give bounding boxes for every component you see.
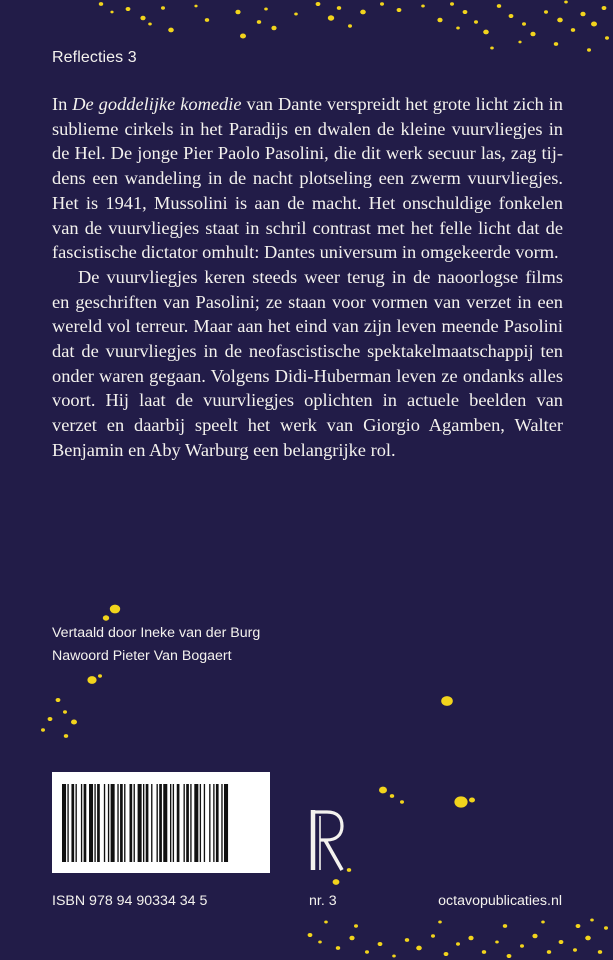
firefly-dot	[316, 2, 321, 6]
firefly-dot	[490, 46, 494, 49]
firefly-dot	[554, 42, 558, 46]
firefly-dot	[378, 942, 383, 946]
blurb-paragraph-1	[52, 92, 563, 265]
barcode-bar	[134, 784, 135, 862]
barcode-bar	[159, 784, 162, 862]
publisher-r-logo-icon	[308, 808, 346, 872]
firefly-dot	[454, 796, 467, 807]
isbn-number: ISBN 978 94 90334 34 5	[52, 893, 208, 909]
firefly-dot	[360, 10, 366, 15]
blurb-paragraph-2: De vuurvliegjes keren steeds weer terug in de naoorlogse films en geschriften van Pasolini; ze staan voor vormen van verzet in een wereld vol terreur. Maar aan het eind van zijn leven meende Pasolini dat de vuurvliegjes in de neofascistische spektakelmaatschappij ten onder waren gegaan. Volgens Didi-Huberman leven ze ondanks alles voort. Hij laat de vuurvliegjes oplichten in actuele beelden van verzet en daarbij speelt het werk van Giorgio Agamben, Walter Benjamin en Aby Warburg een belangrijke rol.	[52, 266, 563, 460]
firefly-dot	[421, 4, 425, 7]
series-number: nr. 3	[309, 893, 337, 909]
barcode-bar	[224, 784, 228, 862]
barcode-bar	[216, 784, 219, 862]
barcode-bar	[163, 784, 167, 862]
barcode-bar	[62, 784, 66, 862]
publisher-website: octavopublicaties.nl	[438, 893, 562, 909]
firefly-dot	[56, 698, 61, 702]
firefly-dot	[541, 920, 545, 923]
barcode-bar	[84, 784, 87, 862]
barcode-bar	[151, 784, 152, 862]
firefly-dot	[379, 787, 387, 794]
barcode-bar	[97, 784, 100, 862]
barcode-bar	[76, 784, 77, 862]
barcode-bar	[221, 784, 222, 862]
firefly-dot	[441, 696, 453, 706]
credits	[52, 622, 260, 668]
barcode-bar	[89, 784, 93, 862]
firefly-dot	[587, 48, 591, 51]
barcode-bar	[108, 784, 109, 862]
barcode-bar	[71, 784, 74, 862]
barcode-bar	[130, 784, 133, 862]
barcode-bar	[170, 784, 171, 862]
firefly-dot	[547, 950, 551, 954]
barcode-bar	[173, 784, 174, 862]
firefly-dot	[337, 6, 341, 10]
firefly-dot	[349, 936, 354, 940]
firefly-dot	[168, 28, 174, 33]
firefly-dot	[518, 41, 521, 44]
firefly-dot	[456, 942, 460, 945]
barcode-bar	[120, 784, 123, 862]
firefly-dot	[264, 7, 268, 10]
firefly-dot	[532, 934, 537, 938]
afterword-credit: Nawoord Pieter Van Bogaert	[52, 648, 232, 664]
firefly-dot	[194, 5, 197, 8]
barcode-bar	[186, 784, 189, 862]
firefly-dot	[602, 6, 607, 10]
barcode-bar	[213, 784, 214, 862]
barcode-bar	[209, 784, 210, 862]
firefly-dot	[205, 18, 209, 22]
barcode-bar	[94, 784, 95, 862]
firefly-dot	[509, 14, 514, 18]
firefly-dot	[522, 22, 526, 25]
firefly-dot	[99, 2, 103, 6]
firefly-dot	[463, 10, 468, 14]
firefly-dot	[573, 948, 577, 951]
blurb-paragraph-1-text: van Dante verspreidt het grote licht zich in sublieme cirkels in het Paradijs en dwalen de kleine vuurvliegjes in de Hel. De jonge Pier Paolo Pasolini, die dit werk secuur las, zag tijdens een wandeling in de nacht plotseling een zwerm vuurvliegjes. Het is 1941, Mussolini is aan de macht. Het onschuldige fonkelen van de vuurvliegjes staat in schril contrast met het felle licht dat de fascistische dictator omhult: Dantes universum in omgekeerde vorm.	[52, 94, 563, 263]
firefly-dot	[308, 933, 313, 937]
firefly-dot	[437, 18, 442, 22]
firefly-dot	[397, 8, 402, 12]
firefly-dot	[503, 924, 507, 928]
firefly-dot	[469, 797, 475, 802]
barcode-bar	[104, 784, 105, 862]
firefly-dot	[495, 940, 499, 943]
firefly-dot	[576, 924, 581, 928]
barcode-bar	[138, 784, 142, 862]
blurb-lead: In	[52, 94, 73, 114]
barcode-bar	[177, 784, 180, 862]
firefly-dot	[271, 26, 276, 30]
firefly-dot	[468, 936, 473, 940]
firefly-dot	[63, 710, 67, 713]
firefly-dot	[324, 920, 328, 923]
barcode-bar	[200, 784, 201, 862]
firefly-dot	[456, 26, 460, 29]
firefly-dot	[235, 10, 240, 14]
firefly-dot	[444, 952, 449, 956]
firefly-dot	[585, 936, 591, 941]
firefly-dot	[110, 605, 120, 614]
firefly-dot	[390, 794, 394, 798]
barcode-bar	[184, 784, 185, 862]
firefly-dot	[110, 11, 113, 14]
barcode-bar	[124, 784, 125, 862]
barcode-bar	[81, 784, 82, 862]
firefly-dot	[126, 7, 131, 11]
firefly-dot	[161, 6, 165, 9]
barcode-bar	[194, 784, 198, 862]
barcode-bar	[143, 784, 144, 862]
barcode-bar	[157, 784, 158, 862]
firefly-dot	[544, 10, 548, 13]
firefly-dot	[590, 918, 594, 921]
firefly-dot	[483, 30, 489, 35]
firefly-dot	[347, 868, 351, 872]
firefly-dot	[400, 800, 404, 803]
firefly-dot	[71, 719, 77, 724]
firefly-dot	[591, 21, 597, 26]
firefly-dot	[365, 950, 369, 953]
firefly-dot	[294, 12, 298, 15]
firefly-dot	[559, 940, 564, 944]
firefly-dot	[140, 16, 145, 20]
barcode-bar	[117, 784, 118, 862]
barcode-bar	[146, 784, 149, 862]
firefly-dot	[598, 950, 602, 954]
firefly-dot	[605, 36, 609, 39]
firefly-dot	[48, 717, 53, 721]
firefly-dot	[380, 2, 384, 5]
firefly-dot	[328, 15, 334, 20]
barcode-icon	[52, 772, 270, 873]
firefly-dot	[482, 950, 486, 954]
firefly-dot	[336, 946, 340, 950]
firefly-dot	[354, 924, 358, 927]
firefly-dot	[257, 20, 261, 24]
firefly-dot	[103, 615, 109, 620]
firefly-dot	[416, 946, 422, 951]
firefly-dot	[240, 33, 246, 38]
firefly-dot	[564, 0, 568, 3]
firefly-dot	[98, 674, 102, 677]
firefly-dot	[64, 734, 68, 738]
firefly-dot	[450, 2, 454, 5]
book-title-reference: De goddelijke komedie	[72, 94, 242, 114]
firefly-dot	[405, 938, 409, 942]
firefly-dot	[87, 676, 96, 684]
barcode	[52, 772, 270, 873]
firefly-dot	[497, 4, 501, 8]
firefly-dot	[431, 934, 435, 937]
firefly-dot	[571, 28, 575, 32]
firefly-dot	[530, 32, 535, 36]
firefly-dot	[392, 954, 396, 957]
barcode-bar	[67, 784, 68, 862]
firefly-dot	[148, 22, 152, 25]
barcode-bar	[190, 784, 191, 862]
firefly-dot	[348, 24, 352, 27]
firefly-dot	[604, 926, 608, 929]
translator-credit: Vertaald door Ineke van der Burg	[52, 625, 261, 641]
firefly-dot	[580, 12, 585, 16]
barcode-bar	[111, 784, 115, 862]
firefly-dot	[520, 944, 524, 947]
back-cover-blurb	[52, 92, 563, 463]
barcode-bar	[204, 784, 205, 862]
firefly-dot	[333, 879, 340, 885]
firefly-dot	[41, 728, 45, 731]
firefly-dot	[507, 954, 512, 958]
firefly-dot	[474, 20, 478, 23]
firefly-dot	[438, 920, 442, 923]
firefly-dot	[557, 18, 563, 23]
firefly-dot	[318, 940, 322, 943]
series-label: Reflecties 3	[52, 49, 137, 66]
